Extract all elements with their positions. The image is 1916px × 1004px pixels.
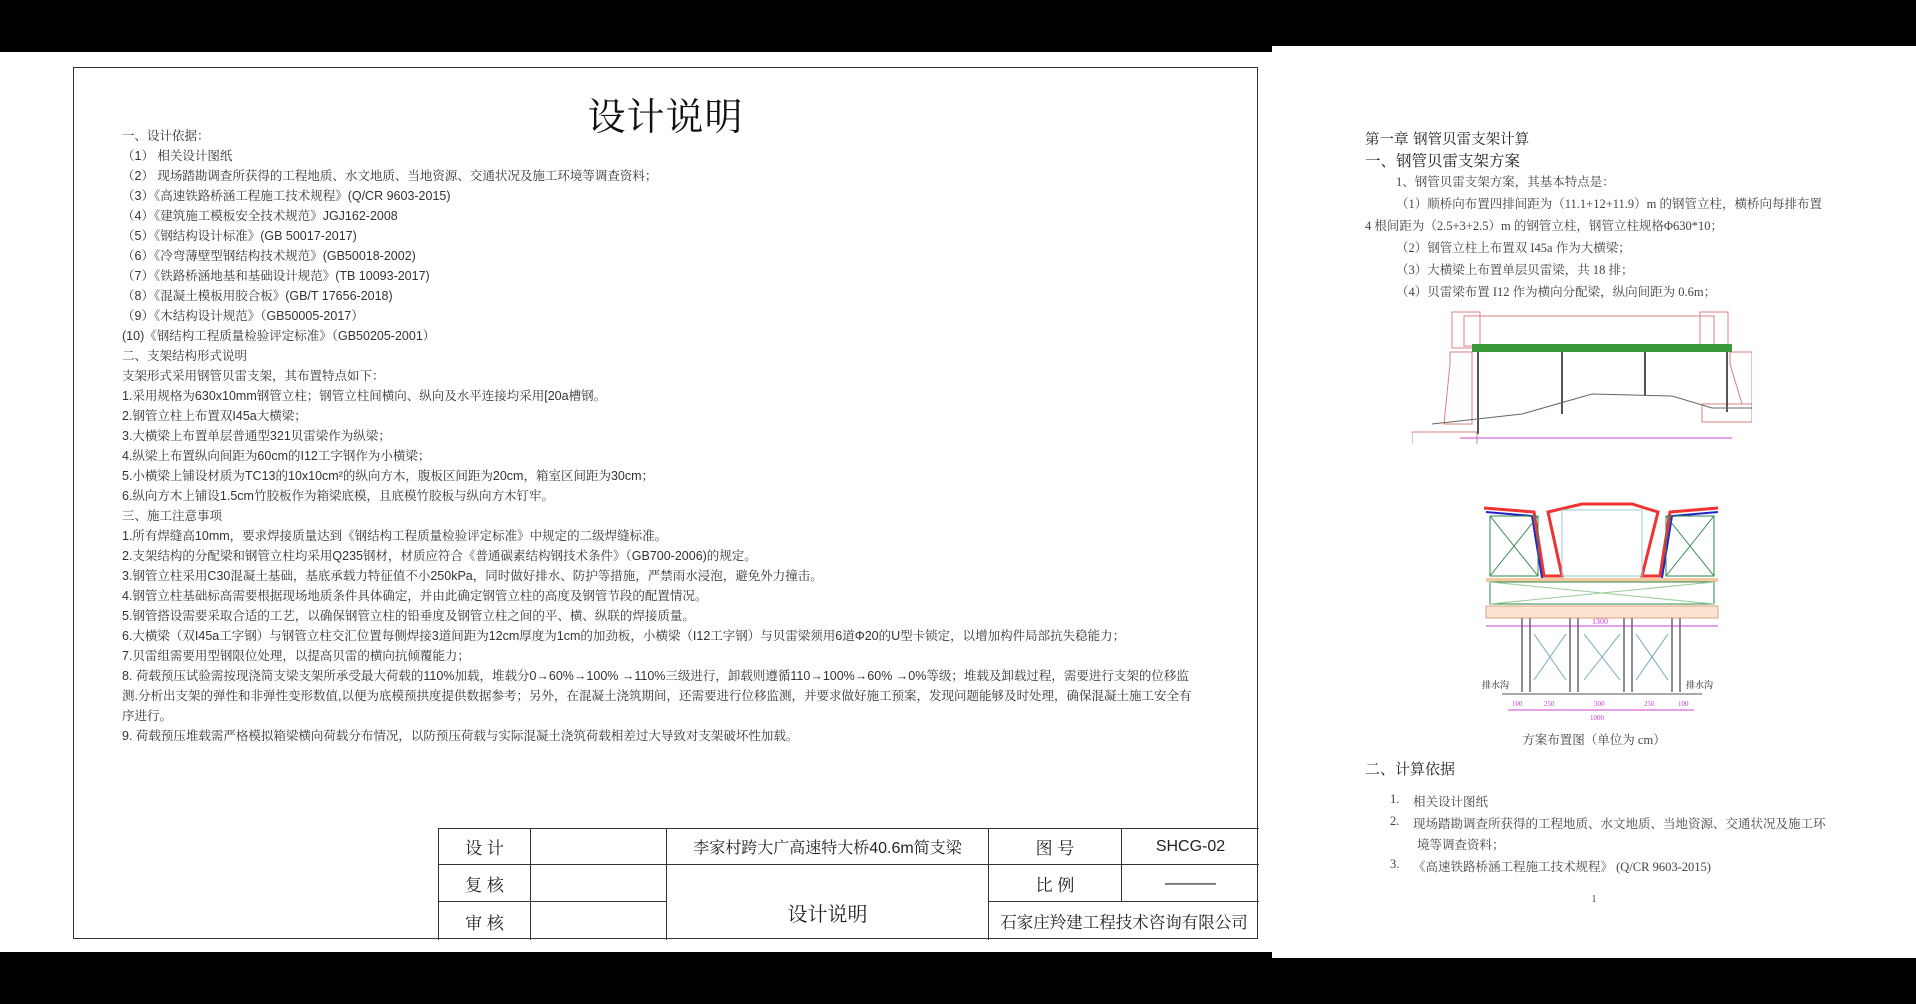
body-line: 三、施工注意事项 [122, 509, 223, 523]
review-label: 复 核 [438, 864, 530, 901]
body-line: 6.大横梁（双I45a工字钢）与钢管立柱交汇位置每侧焊接3道间距为12cm厚度为1cm的加劲板，小横梁（I12工字钢）与贝雷梁须用6道Φ20的U型卡锁定，以增加构件局部抗失稳能力； [122, 629, 1126, 643]
total-dim-label: 1000 [1590, 714, 1604, 722]
body-line: （2） 现场踏勘调查所获得的工程地质、水文地质、当地资源、交通状况及施工环境等调查资料； [122, 169, 658, 183]
scale-label: 比 例 [988, 864, 1121, 901]
dim-label: 250 [1644, 700, 1655, 708]
body-line: 序进行。 [122, 709, 173, 723]
section-heading-1: 一、钢管贝雷支架方案 [1365, 152, 1521, 170]
section-heading-2: 二、计算依据 [1365, 760, 1456, 778]
document-title: 设计说明 [587, 97, 744, 139]
drawing-no: SHCG-02 [1121, 828, 1259, 864]
body-line: 2.钢管立柱上布置双I45a大横梁； [122, 409, 307, 423]
body-line: 4 根间距为（2.5+3+2.5）m 的钢管立柱，钢管立柱规格Φ630*10； [1365, 219, 1723, 233]
drawing-name: 设计说明 [666, 864, 988, 940]
right-ditch-label: 排水沟 [1686, 680, 1714, 690]
body-line: 3.钢管立柱采用C30混凝土基础，基底承载力特征值不小250kPa，同时做好排水、防护等措施，严禁雨水浸泡，避免外力撞击。 [122, 569, 823, 583]
list-number: 1. [1390, 792, 1400, 806]
body-line: （9）《木结构设计规范》（GB50005-2017） [122, 309, 364, 323]
figure-caption: 方案布置图（单位为 cm） [1522, 733, 1666, 747]
body-line: （5）《钢结构设计标准》(GB 50017-2017) [122, 229, 357, 243]
drawing-no-label: 图 号 [988, 828, 1121, 864]
dim-label: 300 [1594, 700, 1605, 708]
body-line: 二、支架结构形式说明 [122, 349, 248, 363]
scale-value: ——— [1121, 864, 1259, 901]
company-name: 石家庄羚建工程技术咨询有限公司 [988, 901, 1259, 940]
body-line: 支架形式采用钢管贝雷支架，其布置特点如下： [122, 369, 385, 383]
body-line: 9. 荷载预压堆载需严格模拟箱梁横向荷载分布情况，以防预压荷载与实际混凝土浇筑荷载相差过大导致对支架破坏性加载。 [122, 729, 799, 743]
body-line: （3）《高速铁路桥涵工程施工技术规程》(Q/CR 9603-2015) [122, 189, 451, 203]
approve-signature-cell [530, 901, 666, 940]
top-total-dim: 1300 [1592, 617, 1608, 626]
page-number: 1 [1591, 894, 1597, 905]
design-signature-cell [530, 828, 666, 864]
body-line: （4）贝雷梁布置 I12 作为横向分配梁，纵向间距为 0.6m； [1396, 285, 1717, 299]
body-line: （7）《铁路桥涵地基和基础设计规范》(TB 10093-2017) [122, 269, 430, 283]
body-line: （1）顺桥向布置四排间距为（11.1+12+11.9）m 的钢管立柱，横桥向每排布置 [1396, 197, 1823, 211]
review-signature-cell [530, 864, 666, 901]
body-line: 一、设计依据： [122, 129, 210, 143]
approve-label: 审 核 [438, 901, 530, 940]
body-line: 5.钢管搭设需要采取合适的工艺，以确保钢管立柱的铅垂度及钢管立柱之间的平、横、纵联的焊接质量。 [122, 609, 695, 623]
body-line: 4.纵梁上布置纵向间距为60cm的I12工字钢作为小横梁； [122, 449, 431, 463]
left-document-page [0, 52, 1272, 952]
right-document-page [1272, 46, 1916, 958]
body-line: 5.小横梁上铺设材质为TC13的10x10cm²的纵向方木，腹板区间距为20cm，箱室区间距为30cm； [122, 469, 655, 483]
body-line: （4）《建筑施工模板安全技术规范》JGJ162-2008 [122, 209, 398, 223]
body-line: 1.所有焊缝高10mm，要求焊接质量达到《钢结构工程质量检验评定标准》中规定的二级焊缝标准。 [122, 529, 668, 543]
left-ditch-label: 排水沟 [1482, 680, 1510, 690]
project-name: 李家村跨大广高速特大桥40.6m简支梁 [666, 828, 988, 864]
drawing-frame [73, 67, 1258, 939]
body-line: （1） 相关设计图纸 [122, 149, 233, 163]
list-item-continuation: 境等调查资料； [1417, 838, 1505, 852]
body-text [122, 126, 1242, 746]
list-number: 3. [1390, 857, 1400, 871]
cross-section-drawing [1482, 466, 1722, 726]
body-line: 1、钢管贝雷支架方案，其基本特点是： [1396, 175, 1615, 189]
chapter-heading: 第一章 钢管贝雷支架计算 [1365, 132, 1530, 148]
dim-label: 250 [1544, 700, 1555, 708]
body-line: （8）《混凝土模板用胶合板》(GB/T 17656-2018) [122, 289, 393, 303]
body-line: 3.大横梁上布置单层普通型321贝雷梁作为纵梁； [122, 429, 391, 443]
body-line: 测.分析出支架的弹性和非弹性变形数值,以便为底模预拱度提供数据参考；另外，在混凝土浇筑期间，还需要进行位移监测，并要求做好施工预案，发现问题能够及时处理，确保混凝土施工安全有 [122, 689, 1192, 703]
body-line: (10)《钢结构工程质量检验评定标准》（GB50205-2001） [122, 329, 436, 343]
body-line: （6）《冷弯薄壁型钢结构技术规范》(GB50018-2002) [122, 249, 416, 263]
body-line: （2）钢管立柱上布置双 I45a 作为大横梁； [1396, 241, 1631, 255]
elevation-drawing [1412, 304, 1752, 444]
list-item: 《高速铁路桥涵工程施工技术规程》 (Q/CR 9603-2015) [1413, 860, 1711, 874]
list-item: 相关设计图纸 [1413, 795, 1489, 809]
body-line: 7.贝雷组需要用型钢限位处理，以提高贝雷的横向抗倾覆能力； [122, 649, 470, 663]
list-number: 2. [1390, 814, 1400, 828]
body-line: 2.支架结构的分配梁和钢管立柱均采用Q235钢材，材质应符合《普通碳素结构钢技术条件》（GB700-2006)的规定。 [122, 549, 757, 563]
dim-label: 100 [1678, 700, 1689, 708]
body-line: 1.采用规格为630x10mm钢管立柱；钢管立柱间横向、纵向及水平连接均采用[20a槽钢。 [122, 389, 607, 403]
title-block [438, 828, 1259, 940]
body-line: （3）大横梁上布置单层贝雷梁，共 18 排； [1396, 263, 1634, 277]
design-label: 设 计 [438, 828, 530, 864]
list-item: 现场踏勘调查所获得的工程地质、水文地质、当地资源、交通状况及施工环 [1413, 817, 1826, 831]
body-line: 4.钢管立柱基础标高需要根据现场地质条件具体确定，并由此确定钢管立柱的高度及钢管节段的配置情况。 [122, 589, 708, 603]
dim-label: 100 [1512, 700, 1523, 708]
body-line: 8. 荷载预压试验需按现浇简支梁支架所承受最大荷载的110%加载，堆载分0→60%→100% →110%三级进行，卸载则遵循110→100%→60% →0%等级；堆载及卸载过程，需要进行支架的位移监 [122, 669, 1189, 683]
body-line: 6.纵向方木上铺设1.5cm竹胶板作为箱梁底模，且底模竹胶板与纵向方木钉牢。 [122, 489, 554, 503]
